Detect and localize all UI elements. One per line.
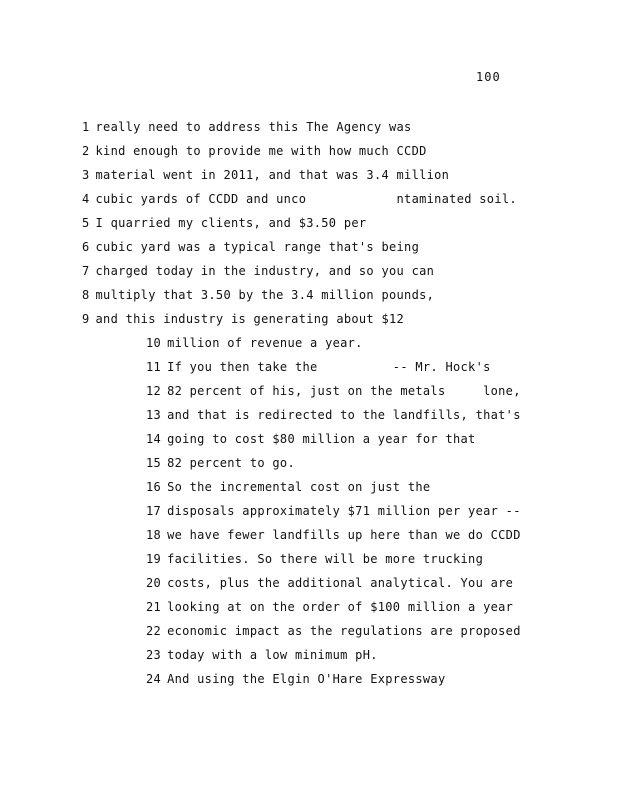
line-number: 1: [82, 120, 90, 134]
line-text: And using the Elgin O'Hare Expressway: [167, 672, 446, 686]
line-text: disposals approximately $71 million per year --: [167, 504, 521, 518]
transcript-line: [146, 600, 513, 614]
line-text: and this industry is generating about $12: [95, 312, 405, 326]
line-number: 16: [146, 480, 162, 494]
transcript-line: [82, 216, 366, 230]
transcript-line: [146, 432, 476, 446]
line-text: economic impact as the regulations are proposed: [167, 624, 521, 638]
transcript-line: [82, 144, 427, 158]
line-text: really need to address this The Agency was: [95, 120, 412, 134]
line-text: 82 percent to go.: [167, 456, 295, 470]
line-number: 3: [82, 168, 90, 182]
line-number: 10: [146, 336, 162, 350]
line-number: 24: [146, 672, 162, 686]
line-number: 22: [146, 624, 162, 638]
line-number: 15: [146, 456, 162, 470]
line-number: 4: [82, 192, 90, 206]
transcript-line: [146, 672, 445, 686]
line-text: going to cost $80 million a year for that: [167, 432, 476, 446]
line-number: 11: [146, 360, 162, 374]
transcript-line: [146, 360, 491, 374]
line-text: cubic yard was a typical range that's being: [95, 240, 420, 254]
transcript-line: [146, 528, 521, 542]
transcript-line: [82, 288, 434, 302]
line-number: 18: [146, 528, 162, 542]
page-number: 100: [476, 70, 501, 84]
line-text: today with a low minimum pH.: [167, 648, 378, 662]
line-text: charged today in the industry, and so you can: [95, 264, 435, 278]
line-text: we have fewer landfills up here than we do CCDD: [167, 528, 521, 542]
line-number: 23: [146, 648, 162, 662]
line-number: 21: [146, 600, 162, 614]
line-number: 2: [82, 144, 90, 158]
line-text: looking at on the order of $100 million a year: [167, 600, 514, 614]
line-number: 5: [82, 216, 90, 230]
line-text: cubic yards of CCDD and unco ntaminated soil.: [95, 192, 517, 206]
transcript-line: [146, 336, 363, 350]
line-text: kind enough to provide me with how much CCDD: [95, 144, 427, 158]
transcript-line: [82, 192, 517, 206]
transcript-line: [146, 456, 295, 470]
line-text: million of revenue a year.: [167, 336, 363, 350]
line-number: 17: [146, 504, 162, 518]
line-text: costs, plus the additional analytical. You are: [167, 576, 514, 590]
transcript-line: [82, 312, 404, 326]
line-number: 8: [82, 288, 90, 302]
transcript-line: [82, 264, 434, 278]
transcript-line: [146, 576, 513, 590]
transcript-line: [146, 624, 521, 638]
transcript-line: [146, 408, 521, 422]
line-number: 6: [82, 240, 90, 254]
transcript-line: [146, 480, 430, 494]
line-text: So the incremental cost on just the: [167, 480, 431, 494]
transcript-line: [82, 120, 412, 134]
line-number: 14: [146, 432, 162, 446]
transcript-line: [146, 648, 378, 662]
transcript-line: [146, 504, 521, 518]
transcript-line: [146, 384, 521, 398]
line-number: 20: [146, 576, 162, 590]
line-text: I quarried my clients, and $3.50 per: [95, 216, 367, 230]
transcript-line: [82, 240, 419, 254]
line-number: 12: [146, 384, 162, 398]
line-text: 82 percent of his, just on the metals lone,: [167, 384, 521, 398]
line-text: If you then take the -- Mr. Hock's: [167, 360, 491, 374]
line-text: material went in 2011, and that was 3.4 million: [95, 168, 450, 182]
line-text: facilities. So there will be more trucking: [167, 552, 484, 566]
line-number: 7: [82, 264, 90, 278]
line-number: 9: [82, 312, 90, 326]
line-text: multiply that 3.50 by the 3.4 million pounds,: [95, 288, 435, 302]
transcript-line: [146, 552, 483, 566]
line-text: and that is redirected to the landfills, that's: [167, 408, 521, 422]
line-number: 19: [146, 552, 162, 566]
transcript-line: [82, 168, 449, 182]
line-number: 13: [146, 408, 162, 422]
